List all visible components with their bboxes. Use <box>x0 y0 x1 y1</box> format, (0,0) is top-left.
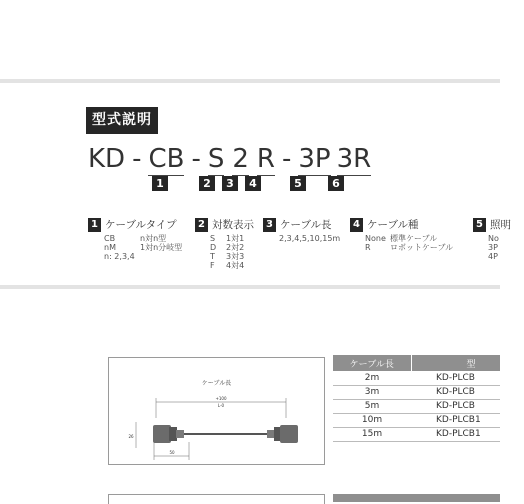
model-prefix: KD <box>88 144 126 174</box>
table-cell-model: KD-PLCB <box>411 371 500 385</box>
spec-row <box>210 234 244 243</box>
spec-row <box>488 243 524 252</box>
spec-row <box>210 243 244 252</box>
dim-bottom-label: 50 <box>169 450 175 455</box>
spec-key: T <box>210 252 215 261</box>
spec-key: F <box>210 261 215 270</box>
spec-row <box>210 252 244 261</box>
model-num-1: 1 <box>152 176 168 191</box>
spec-key: S <box>210 234 216 243</box>
cable-diagram-svg <box>109 358 326 466</box>
right-connector-boot <box>267 430 275 438</box>
spec-value: 3対3 <box>226 252 245 261</box>
spec-title: 照明 <box>490 219 511 231</box>
table-header-model: 型 <box>411 355 500 371</box>
spec-rows-3 <box>279 234 340 243</box>
table-cell-length: 5m <box>333 399 411 413</box>
spec-key: n: 2,3,4 <box>104 252 135 261</box>
spec-row <box>279 234 340 243</box>
dim-top-label: +100 <box>215 396 227 401</box>
table-row <box>333 385 500 399</box>
model-part-5: 3P <box>298 144 331 174</box>
spec-row <box>104 243 182 252</box>
table-row <box>333 371 500 385</box>
spec-heading-5 <box>473 214 511 230</box>
model-separator: - <box>282 144 292 174</box>
table-cell-model: KD-PLCB <box>411 399 500 413</box>
spec-num: 3 <box>263 218 276 232</box>
table-row <box>333 413 500 427</box>
spec-value: 標準ケーブル <box>390 234 438 243</box>
spec-rows-5 <box>488 234 524 261</box>
spec-title: ケーブル長 <box>280 219 332 231</box>
spec-num: 1 <box>88 218 101 232</box>
table-cell-length: 2m <box>333 371 411 385</box>
spec-title: ケーブル種 <box>367 219 419 231</box>
model-num-4: 4 <box>245 176 261 191</box>
spec-value: 1対n分岐型 <box>140 243 183 252</box>
model-num-6: 6 <box>328 176 344 191</box>
table-cell-model: KD-PLCB1 <box>411 427 500 441</box>
spec-value: 2対2 <box>226 243 245 252</box>
table-header-row <box>333 355 500 371</box>
left-connector-nut <box>169 427 177 441</box>
spec-num: 2 <box>195 218 208 232</box>
table-row <box>333 399 500 413</box>
model-num-5: 5 <box>290 176 306 191</box>
table-cell-length: 10m <box>333 413 411 427</box>
table-row <box>333 427 500 441</box>
spec-row <box>365 234 453 243</box>
drawing-title: ケーブル長 <box>201 380 232 387</box>
spec-row <box>104 234 182 243</box>
cable-length-table <box>333 355 500 442</box>
spec-num: 5 <box>473 218 486 232</box>
model-part-2: S <box>207 144 225 174</box>
left-connector-body <box>153 425 171 443</box>
model-num-2: 2 <box>199 176 215 191</box>
spec-value: 1対1 <box>226 234 245 243</box>
spec-key: 3P <box>488 243 498 252</box>
spec-heading-2 <box>195 214 254 230</box>
spec-rows-2 <box>210 234 244 270</box>
table-cell-model: KD-PLCB <box>411 385 500 399</box>
spec-heading-1 <box>88 214 177 230</box>
spec-row <box>488 252 524 261</box>
table-header-length: ケーブル長 <box>333 355 411 371</box>
spec-heading-3 <box>263 214 332 230</box>
spec-rows-4 <box>365 234 453 252</box>
spec-heading-4 <box>350 214 419 230</box>
spec-key: nM <box>104 243 116 252</box>
model-part-4: R <box>256 144 275 174</box>
spec-key: None <box>365 234 386 243</box>
model-code <box>88 143 371 177</box>
spec-key: R <box>365 243 371 252</box>
cable-drawing-next <box>108 494 325 504</box>
spec-key: No <box>488 234 499 243</box>
spec-row <box>210 261 244 270</box>
spec-value: n対n型 <box>140 234 167 243</box>
section-title-badge: 型式説明 <box>86 107 158 134</box>
spec-value: ロボットケーブル <box>390 243 454 252</box>
model-part-1: CB <box>148 144 185 174</box>
next-table-header <box>333 494 500 502</box>
spec-rows-1 <box>104 234 182 261</box>
spec-key: D <box>210 243 217 252</box>
table-cell-length: 15m <box>333 427 411 441</box>
top-divider-band <box>0 79 500 83</box>
model-num-3: 3 <box>222 176 238 191</box>
right-connector-body <box>280 425 298 443</box>
spec-row <box>104 252 182 261</box>
table-cell-length: 3m <box>333 385 411 399</box>
model-part-6: 3R <box>336 144 372 174</box>
dim-top-label-2: L-0 <box>217 403 225 408</box>
spec-value: 4対4 <box>226 261 245 270</box>
spec-row <box>365 243 453 252</box>
spec-num: 4 <box>350 218 363 232</box>
model-separator: - <box>132 144 142 174</box>
cable-drawing <box>108 357 325 465</box>
table-cell-model: KD-PLCB1 <box>411 413 500 427</box>
spec-title: 対数表示 <box>212 219 254 231</box>
spec-key: CB <box>104 234 116 243</box>
dim-left-label: 26 <box>128 434 134 439</box>
spec-key: 2,3,4,5,10,15m <box>279 234 341 243</box>
model-separator: - <box>191 144 201 174</box>
bottom-divider-band <box>0 285 500 289</box>
left-connector-boot <box>176 430 184 438</box>
spec-title: ケーブルタイプ <box>105 219 177 231</box>
spec-row <box>488 234 524 243</box>
model-part-3: 2 <box>232 144 249 174</box>
spec-key: 4P <box>488 252 498 261</box>
